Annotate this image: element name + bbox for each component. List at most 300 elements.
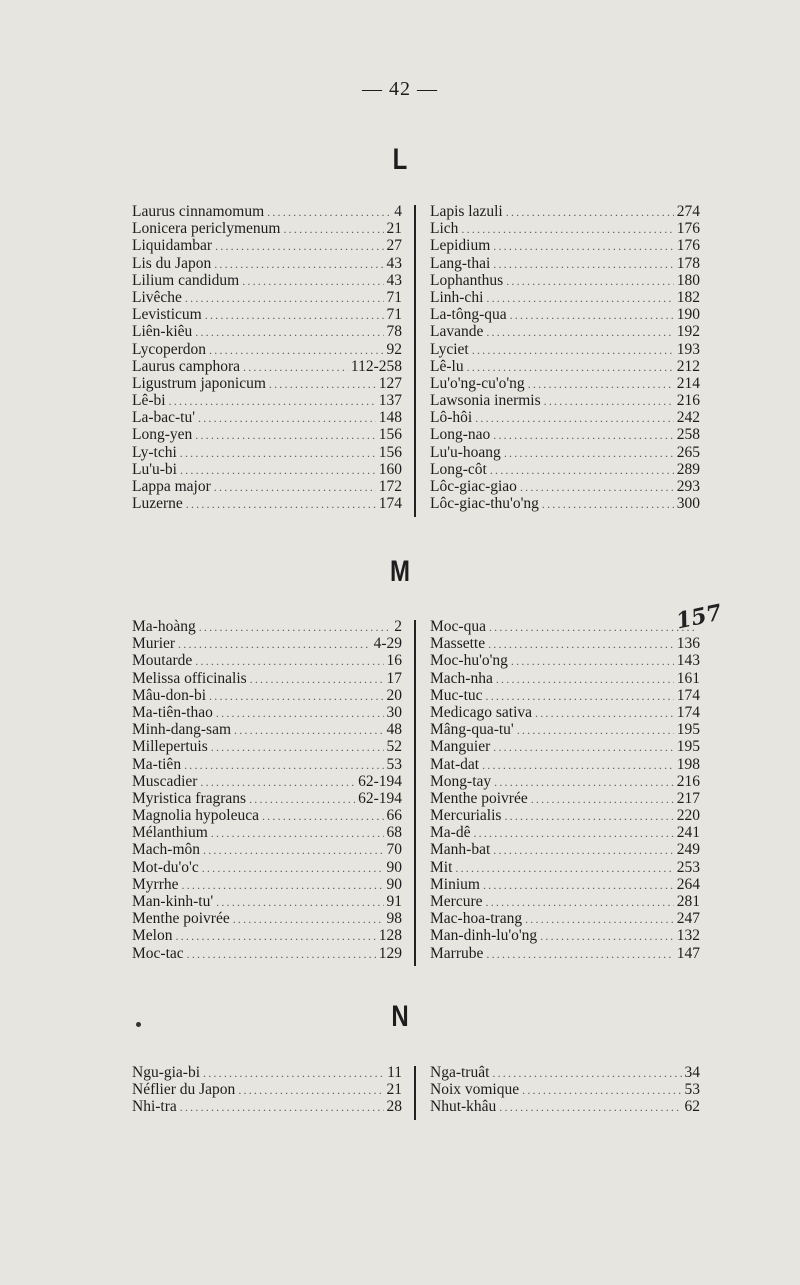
index-entry <box>132 409 402 426</box>
entry-page: 4-29 <box>373 635 402 653</box>
section-letter-n: N <box>391 1000 409 1033</box>
index-entry <box>132 927 402 944</box>
entry-page: 174 <box>378 495 402 513</box>
index-entry <box>132 306 402 323</box>
entry-page: 43 <box>386 271 402 289</box>
entry-name: Medicago sativa <box>430 703 533 721</box>
entry-page: 281 <box>676 893 700 910</box>
index-entry <box>430 635 700 652</box>
entry-name: Lis du Japon <box>132 254 212 272</box>
dot-leader <box>250 671 384 687</box>
index-entry <box>430 392 700 409</box>
entry-name: Ma-hoàng <box>132 618 196 635</box>
index-entry <box>430 945 700 962</box>
index-entry <box>132 670 402 687</box>
dot-leader <box>542 496 674 512</box>
entry-page: 27 <box>386 237 402 255</box>
entry-name: Nga-truât <box>430 1064 490 1081</box>
index-entry <box>430 893 700 910</box>
entry-name: Lê-bi <box>132 392 166 410</box>
entry-page: 43 <box>386 254 402 272</box>
index-entry <box>132 876 402 893</box>
entry-page: 178 <box>676 254 700 272</box>
dot-leader <box>510 307 674 323</box>
dot-leader <box>522 1082 681 1098</box>
entry-name: Massette <box>430 635 486 653</box>
column-left <box>132 618 402 962</box>
dot-leader <box>486 894 674 910</box>
entry-name: Mit <box>430 858 453 876</box>
index-entry <box>430 773 700 790</box>
index-entry <box>132 478 402 495</box>
index-entry <box>132 618 402 635</box>
dot-leader <box>540 928 674 944</box>
index-entry <box>430 306 700 323</box>
index-entry <box>132 790 402 807</box>
dot-leader <box>216 705 384 721</box>
entry-page: 62-194 <box>358 772 402 790</box>
dot-leader <box>506 273 674 289</box>
entry-name: Mach-môn <box>132 841 201 859</box>
index-entry <box>132 289 402 306</box>
entry-page: 21 <box>386 220 402 238</box>
entry-name: Lôc-giac-thu'o'ng <box>430 495 539 513</box>
entry-page: 53 <box>684 1081 700 1099</box>
entry-name: Néflier du Japon <box>132 1081 236 1099</box>
entry-page: 182 <box>676 288 700 306</box>
index-entry <box>132 392 402 409</box>
dot-leader <box>544 393 674 409</box>
entry-name: Melon <box>132 927 173 945</box>
index-entry <box>132 255 402 272</box>
entry-name: Lu'u-bi <box>132 460 177 478</box>
handwritten-annotation: 157 <box>673 599 725 635</box>
dot-leader <box>242 273 383 289</box>
entry-page: 4 <box>394 203 402 220</box>
index-entry <box>132 738 402 755</box>
index-entry <box>430 272 700 289</box>
dot-leader <box>486 324 673 340</box>
dot-leader <box>195 653 383 669</box>
dot-leader <box>531 791 674 807</box>
dot-leader <box>535 705 674 721</box>
index-entry <box>132 426 402 443</box>
dot-leader <box>180 462 376 478</box>
entry-name: Lappa major <box>132 478 211 495</box>
entry-name: Long-yen <box>132 426 193 444</box>
dot-leader <box>517 722 674 738</box>
column-divider <box>414 1066 416 1120</box>
dot-leader <box>493 842 673 858</box>
dot-leader <box>249 791 355 807</box>
index-entry <box>430 375 700 392</box>
index-entry <box>132 495 402 512</box>
dot-leader <box>243 359 348 375</box>
entry-name: Noix vomique <box>430 1081 520 1099</box>
entry-page: 11 <box>387 1064 402 1081</box>
index-entry <box>132 358 402 375</box>
dot-leader <box>195 324 383 340</box>
index-entry <box>430 426 700 443</box>
entry-page: 156 <box>378 426 402 444</box>
dot-leader <box>504 445 674 461</box>
entry-name: Muscadier <box>132 772 198 790</box>
entry-name: Murier <box>132 635 176 653</box>
index-entry <box>430 910 700 927</box>
entry-page: 176 <box>676 237 700 255</box>
column-divider <box>414 205 416 517</box>
dot-leader <box>493 427 673 443</box>
index-entry <box>132 721 402 738</box>
dot-leader <box>214 256 383 272</box>
entry-page: 52 <box>386 738 402 756</box>
index-entry <box>132 687 402 704</box>
entry-name: Minh-dang-sam <box>132 721 232 739</box>
entry-page: 274 <box>676 203 700 220</box>
entry-page: 190 <box>676 306 700 324</box>
index-entry <box>430 220 700 237</box>
dot-leader <box>486 290 673 306</box>
page-number: — 42 — <box>362 78 438 100</box>
dot-leader <box>178 636 371 652</box>
column-right <box>430 618 700 962</box>
dot-leader <box>195 427 375 443</box>
dot-leader <box>211 825 384 841</box>
entry-page: 216 <box>676 392 700 410</box>
entry-name: Lonicera periclymenum <box>132 220 281 238</box>
index-entry <box>430 255 700 272</box>
entry-page: 48 <box>386 721 402 739</box>
entry-name: Lyciet <box>430 340 469 358</box>
dot-leader <box>486 688 674 704</box>
index-entry <box>430 478 700 495</box>
entry-name: Mong-tay <box>430 772 492 790</box>
entry-name: Livêche <box>132 288 182 306</box>
entry-page: 247 <box>676 910 700 928</box>
dot-leader <box>488 636 674 652</box>
dot-leader <box>486 946 673 962</box>
entry-page: 30 <box>386 703 402 721</box>
entry-name: Mâu-don-bi <box>132 686 207 704</box>
index-entry <box>132 704 402 721</box>
entry-name: Ma-tiên <box>132 755 182 773</box>
index-entry <box>430 824 700 841</box>
column-right <box>430 1064 700 1116</box>
dot-leader <box>169 393 376 409</box>
dot-leader <box>205 307 384 323</box>
entry-page: 192 <box>676 323 700 341</box>
dot-leader <box>467 359 674 375</box>
index-entry <box>430 721 700 738</box>
entry-page: 148 <box>378 409 402 427</box>
entry-name: Lophanthus <box>430 271 504 289</box>
index-entry <box>132 341 402 358</box>
index-entry <box>430 323 700 340</box>
dot-leader <box>506 204 674 220</box>
entry-name: Lawsonia inermis <box>430 392 541 410</box>
entry-page: 212 <box>676 357 700 375</box>
dot-leader <box>489 619 697 635</box>
dot-leader <box>186 496 376 512</box>
entry-name: Laurus cinnamomum <box>132 203 265 220</box>
index-entry <box>132 203 402 220</box>
dot-leader <box>493 739 673 755</box>
index-entry <box>132 444 402 461</box>
dot-leader <box>475 410 674 426</box>
entry-name: Melissa officinalis <box>132 669 247 687</box>
entry-name: La-bac-tu' <box>132 409 196 427</box>
dot-leader <box>203 1065 384 1081</box>
entry-name: Mot-du'o'c <box>132 858 199 876</box>
column-left <box>132 203 402 512</box>
entry-page: 264 <box>676 875 700 893</box>
entry-page: 180 <box>676 271 700 289</box>
entry-page: 216 <box>676 772 700 790</box>
entry-name: Marrube <box>430 944 484 962</box>
entry-name: Lu'o'ng-cu'o'ng <box>430 374 525 392</box>
index-entry <box>132 1098 402 1115</box>
entry-page: 62 <box>684 1098 700 1116</box>
index-entry <box>430 704 700 721</box>
entry-name: Lapis lazuli <box>430 203 503 220</box>
dot-leader <box>461 221 673 237</box>
entry-name: Liquidambar <box>132 237 213 255</box>
index-entry <box>430 652 700 669</box>
index-entry <box>430 409 700 426</box>
entry-page: 214 <box>676 374 700 392</box>
index-entry <box>132 824 402 841</box>
dot-leader <box>180 445 376 461</box>
entry-page: 132 <box>676 927 700 945</box>
entry-name: Lepidium <box>430 237 491 255</box>
entry-name: Mercurialis <box>430 807 502 825</box>
index-entry <box>430 790 700 807</box>
entry-page: 71 <box>386 288 402 306</box>
entry-name: Lilium candidum <box>132 271 240 289</box>
dot-leader <box>494 774 674 790</box>
entry-name: Mélanthium <box>132 824 208 842</box>
entry-name: Ngu-gia-bi <box>132 1064 201 1081</box>
index-entry <box>430 341 700 358</box>
entry-name: Mac-hoa-trang <box>430 910 523 928</box>
index-entry <box>132 859 402 876</box>
index-entry <box>132 773 402 790</box>
dot-leader <box>472 342 674 358</box>
entry-page: 136 <box>676 635 700 653</box>
dot-leader <box>199 619 392 635</box>
index-entry <box>430 876 700 893</box>
entry-page: 156 <box>378 443 402 461</box>
index-entry <box>132 652 402 669</box>
dot-leader <box>492 1065 681 1081</box>
entry-name: Myristica fragrans <box>132 789 247 807</box>
entry-name: La-tông-qua <box>430 306 507 324</box>
index-entry <box>430 841 700 858</box>
entry-name: Myrrhe <box>132 875 179 893</box>
dot-leader <box>496 671 674 687</box>
dot-leader <box>202 860 384 876</box>
entry-name: Levisticum <box>132 306 202 324</box>
entry-name: Minium <box>430 875 480 893</box>
dot-leader <box>185 290 384 306</box>
index-entry <box>132 375 402 392</box>
dot-leader <box>525 911 674 927</box>
entry-name: Laurus camphora <box>132 357 241 375</box>
index-entry <box>430 358 700 375</box>
entry-page: 289 <box>676 460 700 478</box>
dot-leader <box>473 825 673 841</box>
entry-page: 34 <box>684 1064 700 1081</box>
entry-name: Moc-tac <box>132 944 184 962</box>
dot-leader <box>209 688 383 704</box>
entry-name: Mat-dat <box>430 755 480 773</box>
entry-name: Mach-nha <box>430 669 493 687</box>
entry-page: 92 <box>386 340 402 358</box>
index-entry <box>430 670 700 687</box>
index-entry <box>132 910 402 927</box>
index-entry <box>430 687 700 704</box>
entry-page: 71 <box>386 306 402 324</box>
entry-name: Lu'u-hoang <box>430 443 501 461</box>
entry-page: 70 <box>386 841 402 859</box>
index-entry <box>132 841 402 858</box>
index-entry <box>132 323 402 340</box>
entry-name: Magnolia hypoleuca <box>132 807 259 825</box>
dot-leader <box>180 1099 384 1115</box>
index-entry <box>132 807 402 824</box>
entry-name: Millepertuis <box>132 738 208 756</box>
dot-leader <box>267 204 391 220</box>
entry-name: Menthe poivrée <box>132 910 230 928</box>
index-entry <box>430 203 700 220</box>
entry-name: Lê-lu <box>430 357 464 375</box>
entry-page: 193 <box>676 340 700 358</box>
entry-name: Ma-dê <box>430 824 471 842</box>
dot-leader <box>215 238 383 254</box>
entry-page: 53 <box>386 755 402 773</box>
entry-name: Liên-kiêu <box>132 323 193 341</box>
dot-leader <box>520 479 674 495</box>
index-entry <box>430 927 700 944</box>
column-left <box>132 1064 402 1116</box>
dot-leader <box>528 376 674 392</box>
index-entry <box>132 461 402 478</box>
entry-page: 293 <box>676 478 700 495</box>
index-entry <box>430 461 700 478</box>
entry-name: Long-nao <box>430 426 491 444</box>
dot-leader <box>184 757 383 773</box>
entry-name: Nhi-tra <box>132 1098 177 1116</box>
dot-leader <box>211 739 384 755</box>
index-entry <box>430 859 700 876</box>
index-entry <box>430 495 700 512</box>
dot-leader <box>499 1099 681 1115</box>
entry-page: 112-258 <box>350 357 402 375</box>
entry-page: 174 <box>676 703 700 721</box>
entry-page: 68 <box>386 824 402 842</box>
dot-leader <box>182 877 384 893</box>
index-entry <box>430 289 700 306</box>
entry-page: 62-194 <box>358 789 402 807</box>
index-entry <box>430 618 700 635</box>
entry-name: Ligustrum japonicum <box>132 374 266 392</box>
index-entry <box>430 807 700 824</box>
dot-leader <box>203 842 383 858</box>
dot-leader <box>214 479 376 495</box>
index-entry <box>430 756 700 773</box>
dot-leader <box>493 256 673 272</box>
index-entry <box>132 945 402 962</box>
index-entry <box>132 635 402 652</box>
entry-page: 90 <box>386 875 402 893</box>
index-entry <box>430 738 700 755</box>
dot-leader <box>504 808 673 824</box>
entry-name: Nhut-khâu <box>430 1098 497 1116</box>
index-entry <box>430 1098 700 1115</box>
index-entry <box>132 237 402 254</box>
entry-page: 78 <box>386 323 402 341</box>
section-letter-l: L <box>392 143 408 176</box>
dot-leader <box>238 1082 383 1098</box>
entry-page: 176 <box>676 220 700 238</box>
dot-leader <box>483 877 674 893</box>
dot-leader <box>200 774 355 790</box>
dot-leader <box>209 342 383 358</box>
dot-leader <box>482 757 674 773</box>
index-entry <box>132 272 402 289</box>
entry-name: Manguier <box>430 738 491 756</box>
entry-page: 66 <box>386 807 402 825</box>
dot-leader <box>511 653 674 669</box>
entry-name: Ma-tiên-thao <box>132 703 213 721</box>
entry-page: 128 <box>378 927 402 945</box>
entry-name: Lôc-giac-giao <box>430 478 517 495</box>
dot-leader <box>175 928 375 944</box>
entry-page: 143 <box>676 652 700 670</box>
entry-page: 98 <box>386 910 402 928</box>
index-entry <box>430 1081 700 1098</box>
entry-name: Lavande <box>430 323 484 341</box>
index-entry <box>132 1064 402 1081</box>
entry-page: 198 <box>676 755 700 773</box>
entry-page: 20 <box>386 686 402 704</box>
entry-page: 161 <box>676 669 700 687</box>
entry-page: 174 <box>676 686 700 704</box>
entry-name: Lycoperdon <box>132 340 207 358</box>
entry-page: 241 <box>676 824 700 842</box>
section-letter-m: M <box>390 555 410 588</box>
entry-name: Lô-hôi <box>430 409 473 427</box>
entry-name: Moutarde <box>132 652 193 670</box>
entry-name: Manh-bat <box>430 841 491 859</box>
entry-page: 17 <box>386 669 402 687</box>
dot-leader <box>198 410 376 426</box>
entry-page: 91 <box>386 893 402 910</box>
entry-page: 195 <box>676 721 700 739</box>
dot-leader <box>216 894 383 910</box>
column-divider <box>414 620 416 966</box>
dot-leader <box>493 238 673 254</box>
entry-name: Lich <box>430 220 459 238</box>
entry-page: 242 <box>676 409 700 427</box>
entry-page: 300 <box>676 495 700 513</box>
entry-page: 172 <box>378 478 402 495</box>
column-right <box>430 203 700 512</box>
dot-leader <box>233 911 384 927</box>
dot-leader <box>187 946 376 962</box>
dot-leader <box>455 860 673 876</box>
entry-name: Mâng-qua-tu' <box>430 721 514 739</box>
